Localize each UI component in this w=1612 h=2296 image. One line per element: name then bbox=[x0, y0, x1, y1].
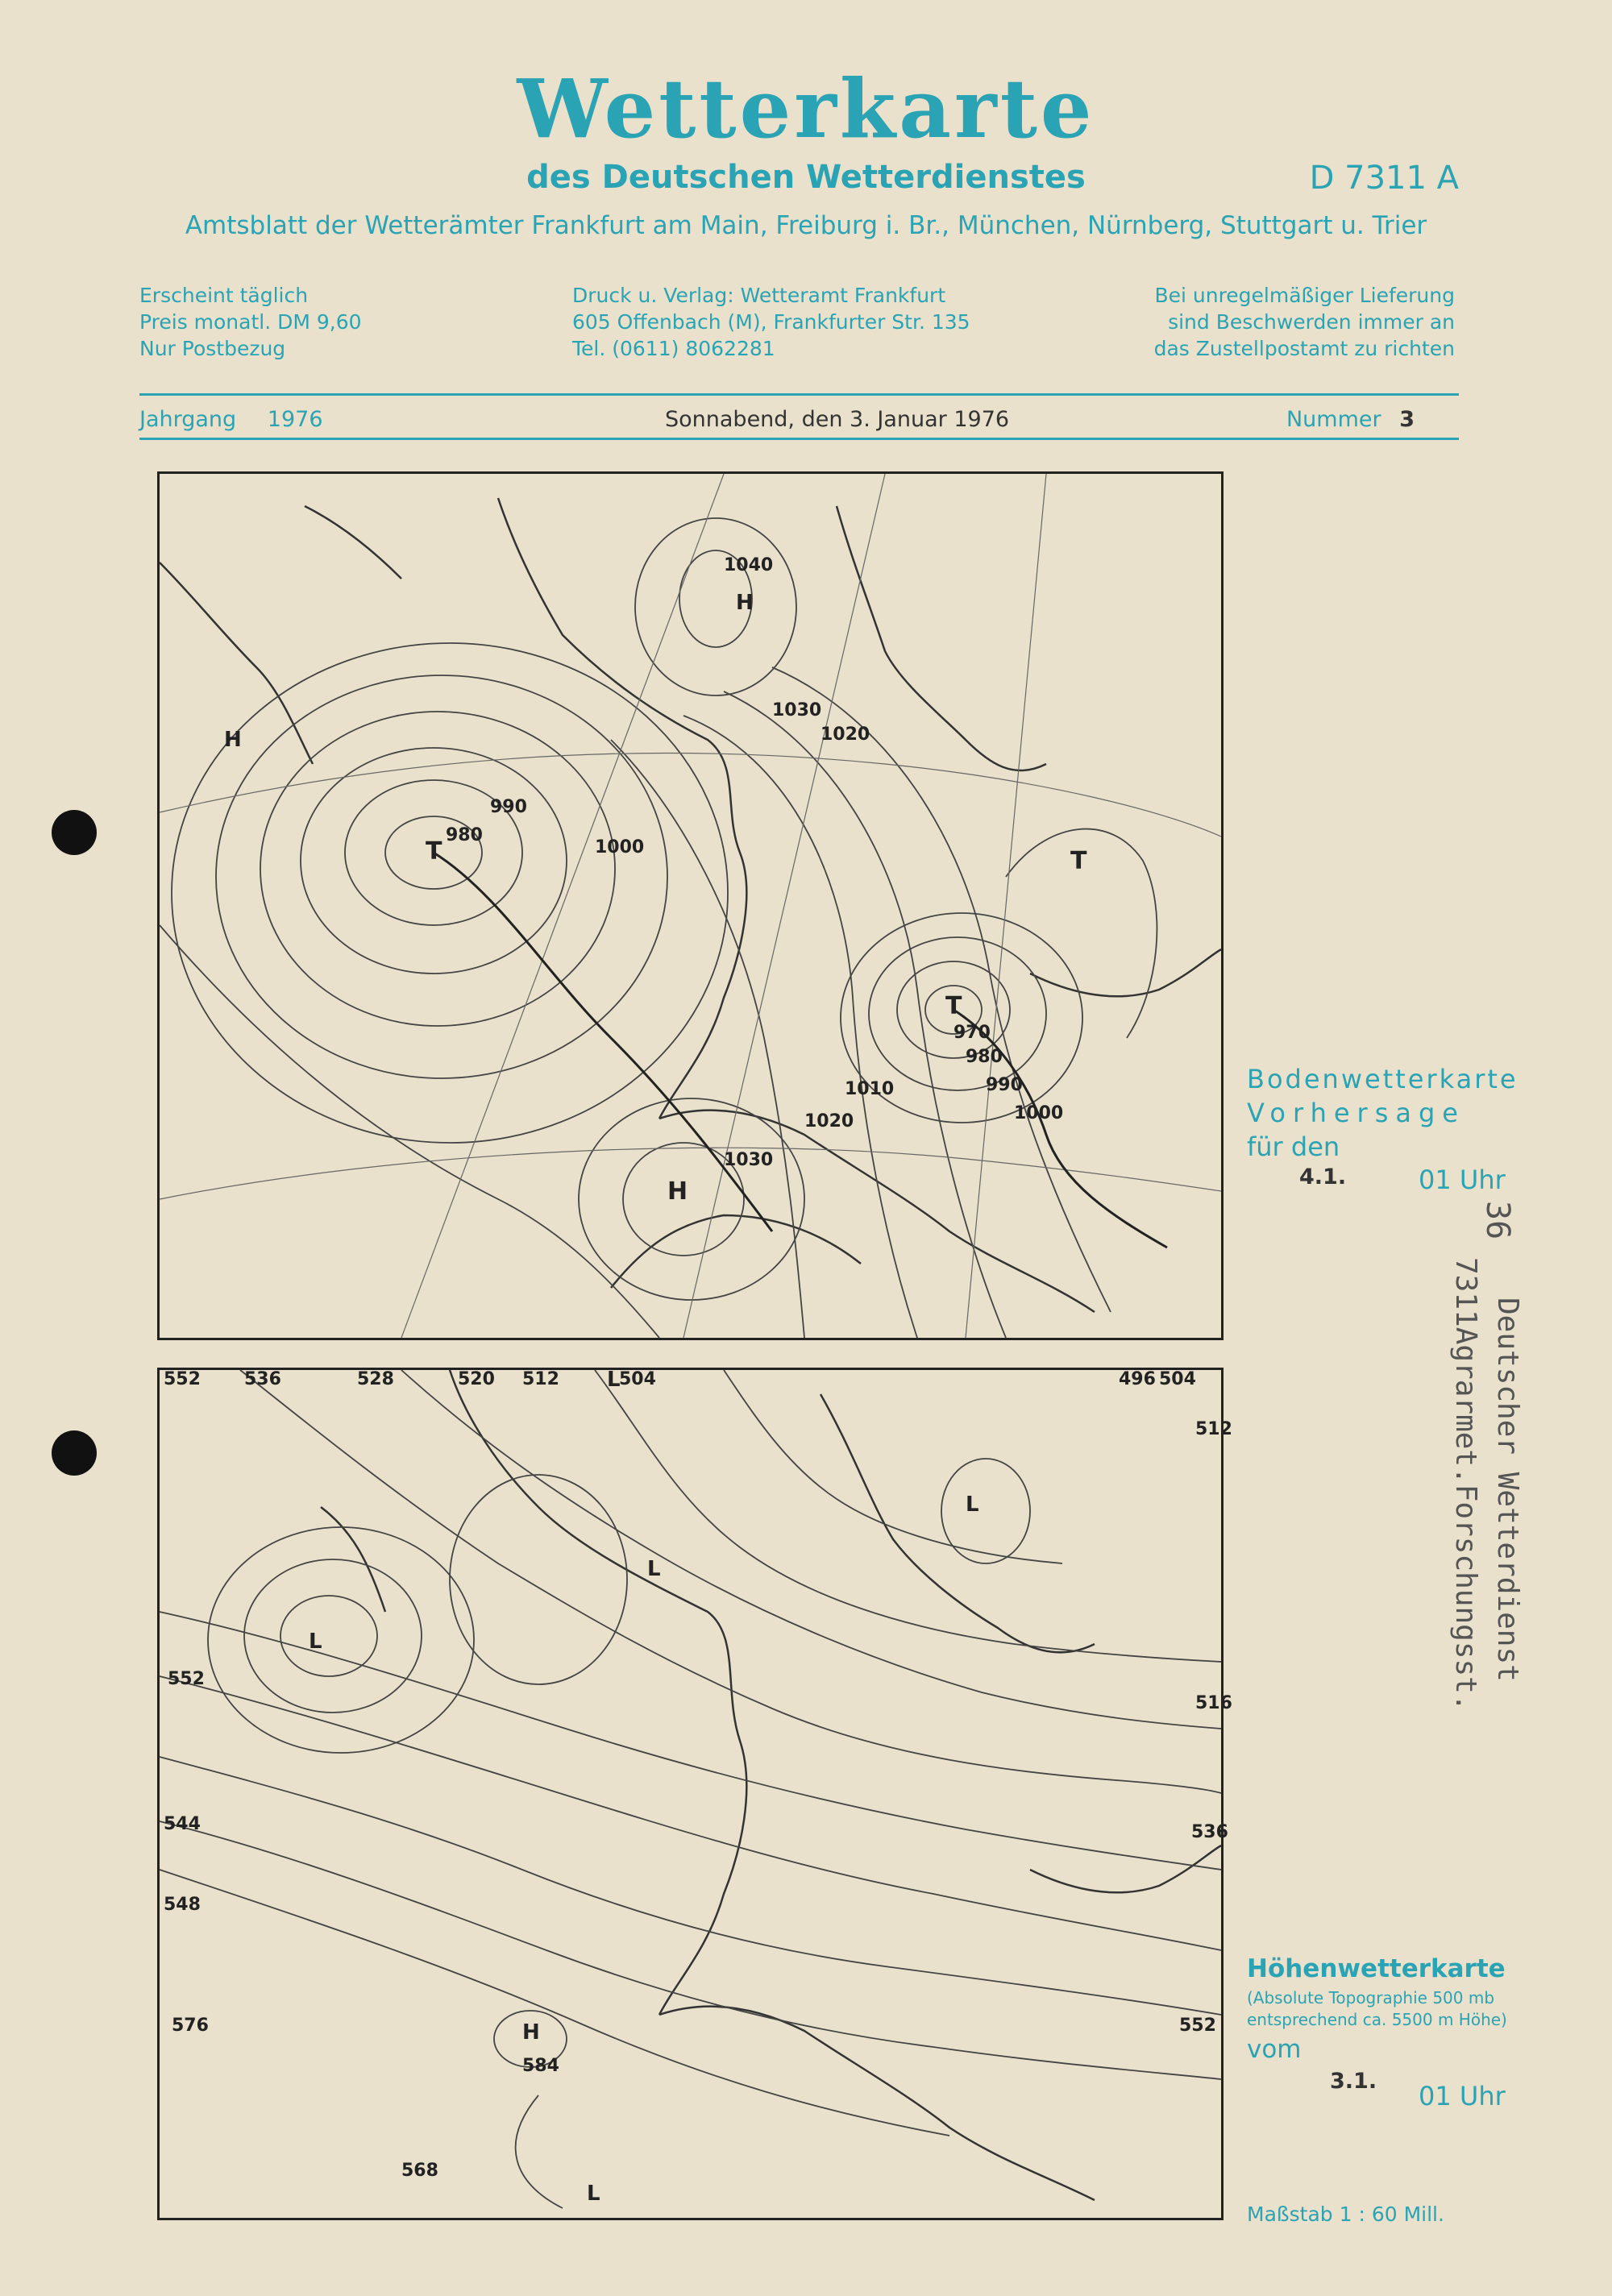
isobar-label: 1000 bbox=[595, 837, 645, 857]
isobar-label: 1010 bbox=[845, 1079, 895, 1099]
height-label: 568 bbox=[401, 2161, 438, 2181]
map2-subtitle: (Absolute Topographie 500 mb bbox=[1247, 1988, 1495, 2007]
height-label: 548 bbox=[164, 1895, 201, 1915]
center-label: H bbox=[667, 1177, 688, 1206]
center-label: T bbox=[945, 992, 962, 1020]
info-line: Druck u. Verlag: Wetteramt Frankfurt bbox=[572, 284, 946, 307]
amtsblatt-line: Amtsblatt der Wetterämter Frankfurt am Main, Freiburg i. Br., München, Nürnberg, Stuttgart u. Trier bbox=[185, 211, 1427, 240]
info-line: Nur Postbezug bbox=[139, 337, 286, 360]
map1-date: 4.1. bbox=[1299, 1165, 1347, 1190]
upper-map-graphic bbox=[160, 1368, 1232, 2218]
center-label: T bbox=[1070, 847, 1087, 875]
map1-caption-line: Vorhersage bbox=[1247, 1098, 1465, 1128]
document-number: D 7311 A bbox=[1309, 160, 1459, 197]
header-rule-bottom bbox=[139, 438, 1459, 440]
center-label: L bbox=[647, 1557, 661, 1581]
height-label: 512 bbox=[1195, 1419, 1232, 1439]
jahrgang bbox=[139, 407, 323, 432]
stamp-line-1: 7311Agrarmet.Forschungsst. bbox=[1449, 1257, 1482, 1712]
nummer-label: Nummer bbox=[1286, 407, 1381, 432]
info-line: Bei unregelmäßiger Lieferung bbox=[1154, 284, 1455, 307]
map2-vom: vom bbox=[1247, 2035, 1302, 2064]
center-label: L bbox=[607, 1368, 621, 1392]
isobar-label: 980 bbox=[446, 825, 483, 845]
nummer-value: 3 bbox=[1399, 407, 1415, 432]
stamp-number: 36 bbox=[1479, 1201, 1516, 1240]
height-label: 536 bbox=[244, 1369, 281, 1389]
center-label: H bbox=[736, 591, 754, 615]
info-line: Preis monatl. DM 9,60 bbox=[139, 310, 362, 334]
surface-map-graphic bbox=[160, 474, 1221, 1338]
height-label: 536 bbox=[1191, 1822, 1228, 1842]
isobar-label: 990 bbox=[986, 1075, 1023, 1095]
map-scale: Maßstab 1 : 60 Mill. bbox=[1247, 2203, 1444, 2226]
height-label: 576 bbox=[172, 2016, 209, 2036]
publication-info bbox=[139, 282, 362, 362]
map1-caption-line: Bodenwetterkarte bbox=[1247, 1064, 1519, 1094]
masthead-subtitle: des Deutschen Wetterdienstes bbox=[526, 159, 1086, 196]
info-line: 605 Offenbach (M), Frankfurter Str. 135 bbox=[572, 310, 970, 334]
map2-time: 01 Uhr bbox=[1419, 2081, 1506, 2111]
issue-date: Sonnabend, den 3. Januar 1976 bbox=[665, 407, 1010, 432]
info-line: das Zustellpostamt zu richten bbox=[1153, 337, 1455, 360]
library-stamp bbox=[1447, 1193, 1527, 1757]
height-label: 520 bbox=[458, 1369, 495, 1389]
isobar-label: 990 bbox=[490, 797, 527, 817]
info-line: Tel. (0611) 8062281 bbox=[572, 337, 775, 360]
center-label: L bbox=[587, 2182, 600, 2206]
map2-title: Höhenwetterkarte bbox=[1247, 1954, 1506, 1983]
isobar-label: 1020 bbox=[821, 725, 870, 745]
height-label: 504 bbox=[619, 1369, 656, 1389]
masthead-title: Wetterkarte bbox=[517, 61, 1095, 156]
map1-time: 01 Uhr bbox=[1419, 1165, 1506, 1195]
jahrgang-label: Jahrgang bbox=[139, 407, 237, 432]
isobar-label: 980 bbox=[966, 1047, 1003, 1067]
header-rule-top bbox=[139, 393, 1459, 396]
height-label: 528 bbox=[357, 1369, 394, 1389]
issue-number bbox=[1286, 407, 1415, 432]
punch-hole-bottom bbox=[52, 1430, 97, 1476]
height-label: 584 bbox=[522, 2056, 559, 2076]
isobar-label: 1000 bbox=[1014, 1103, 1064, 1123]
surface-weather-map bbox=[157, 471, 1224, 1340]
punch-hole-top bbox=[52, 810, 97, 855]
center-label: L bbox=[309, 1630, 322, 1654]
height-label: 552 bbox=[1179, 2016, 1216, 2036]
isobar-label: 1030 bbox=[772, 700, 822, 720]
stamp-line-2: Deutscher Wetterdienst bbox=[1491, 1297, 1524, 1682]
center-label: L bbox=[966, 1493, 979, 1517]
height-label: 496 bbox=[1119, 1369, 1156, 1389]
jahrgang-value: 1976 bbox=[267, 407, 323, 432]
height-label: 544 bbox=[164, 1814, 201, 1834]
height-label: 552 bbox=[168, 1669, 205, 1689]
map2-subtitle: entsprechend ca. 5500 m Höhe) bbox=[1247, 2010, 1507, 2029]
center-label: T bbox=[426, 837, 442, 866]
height-label: 512 bbox=[522, 1369, 559, 1389]
isobar-label: 1040 bbox=[724, 555, 774, 575]
map1-caption-line: für den bbox=[1247, 1131, 1340, 1162]
map2-date: 3.1. bbox=[1330, 2069, 1377, 2094]
height-label: 552 bbox=[164, 1369, 201, 1389]
isobar-label: 1030 bbox=[724, 1150, 774, 1170]
isobar-label: 970 bbox=[953, 1023, 991, 1043]
publisher-info bbox=[572, 282, 970, 362]
height-label: 504 bbox=[1159, 1369, 1196, 1389]
upper-air-map bbox=[157, 1368, 1232, 2220]
center-label: H bbox=[522, 2020, 540, 2045]
height-label: 516 bbox=[1195, 1693, 1232, 1713]
info-line: sind Beschwerden immer an bbox=[1168, 310, 1455, 334]
delivery-info bbox=[1154, 282, 1455, 362]
center-label: H bbox=[224, 728, 242, 752]
isobar-label: 1020 bbox=[804, 1111, 854, 1131]
info-line: Erscheint täglich bbox=[139, 284, 309, 307]
